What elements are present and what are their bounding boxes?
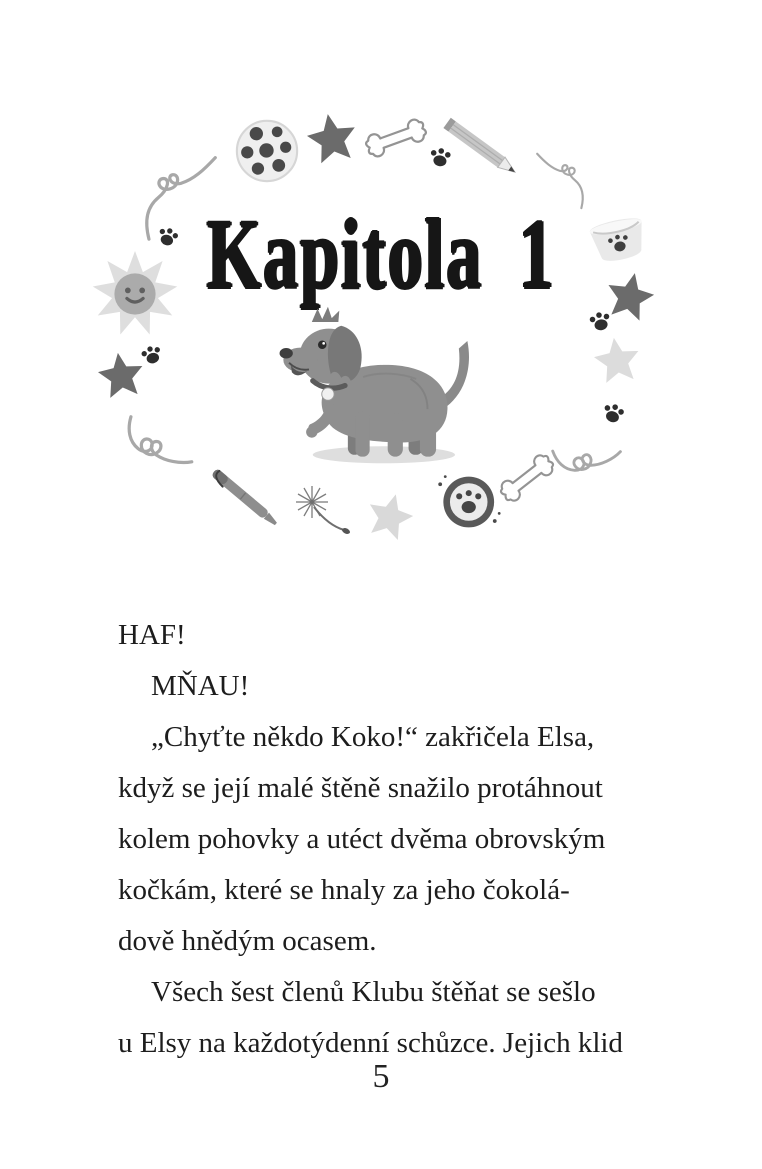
text-line: „Chyťte někdo Koko!“ zakřičela Elsa, (151, 721, 595, 753)
text-line: kolem pohovky a utéct dvěma obrovským (118, 823, 606, 855)
paw-print-icon (425, 143, 456, 172)
chapter-title: Kapitola 1 (206, 200, 556, 310)
dandelion-icon (291, 480, 355, 540)
body-text (118, 610, 660, 1069)
puppy-illustration (268, 303, 496, 469)
text-line: HAF! (118, 619, 186, 651)
pen-icon (202, 459, 290, 537)
paw-print-icon (136, 340, 167, 370)
squiggle-icon (118, 405, 202, 479)
star-icon (359, 486, 422, 546)
text-line: Všech šest členů Klubu štěňat se sešlo (151, 976, 596, 1008)
ball-with-paw-icon (437, 469, 503, 535)
spotted-ball-icon (234, 119, 300, 183)
text-line: MŇAU! (151, 670, 250, 702)
page-number: 5 (372, 1058, 390, 1095)
text-line: kočkám, které se hnaly za jeho čokolá- (118, 874, 570, 906)
star-icon (301, 108, 363, 169)
text-line: když se její malé štěně snažilo protáhnout (118, 772, 603, 804)
star-icon (588, 333, 646, 388)
text-line: u Elsy na každotýdenní schůzce. Jejich klid (118, 1027, 623, 1059)
text-line: dově hnědým ocasem. (118, 925, 377, 957)
bone-icon (360, 111, 432, 165)
